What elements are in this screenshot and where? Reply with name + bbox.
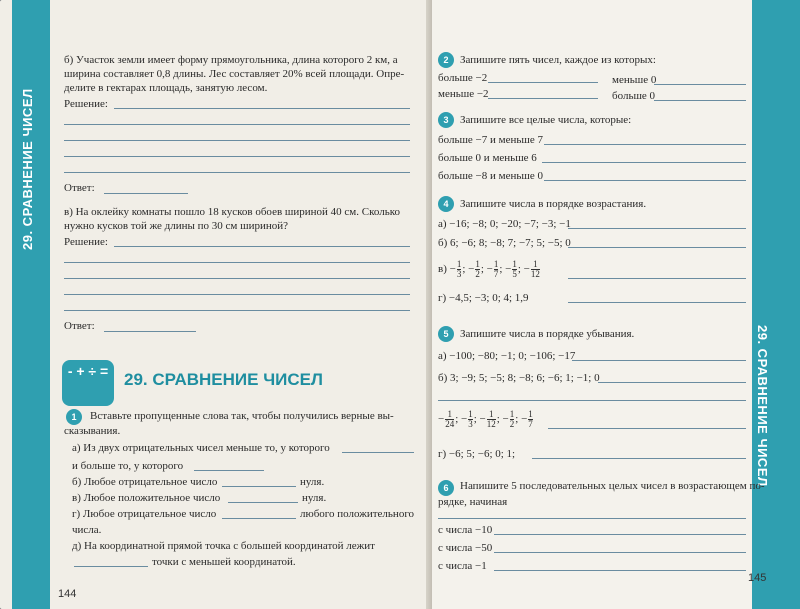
answer-line[interactable] xyxy=(568,247,746,248)
answer-line[interactable] xyxy=(64,294,410,295)
task2-title: Запишите пять чисел, каждое из которых: xyxy=(460,54,656,66)
task1-item-b: б) Любое отрицательное число xyxy=(72,476,218,488)
answer-line[interactable] xyxy=(568,228,746,229)
blank-field[interactable] xyxy=(194,470,264,471)
answer-line[interactable] xyxy=(104,331,196,332)
task1-item-a2: и больше то, у которого xyxy=(72,460,184,472)
task2-label-gt-minus2: больше −2 xyxy=(438,72,488,84)
blank-field[interactable] xyxy=(222,486,296,487)
task-number-badge: 4 xyxy=(438,196,454,212)
task5-row-b: б) 3; −9; 5; −5; 8; −8; 6; −6; 1; −1; 0 xyxy=(438,372,600,384)
answer-line[interactable] xyxy=(548,428,746,429)
answer-line[interactable] xyxy=(64,140,410,141)
task3-label-3: больше −8 и меньше 0 xyxy=(438,170,543,182)
answer-line[interactable] xyxy=(64,172,410,173)
math-operations-icon: - + ÷ = xyxy=(62,360,114,406)
task4-row-a: а) −16; −8; 0; −20; −7; −3; −1 xyxy=(438,218,571,230)
task2-label-gt-0: больше 0 xyxy=(612,90,656,102)
task6-title-line-2: рядке, начиная xyxy=(438,496,508,508)
answer-line[interactable] xyxy=(654,84,746,85)
blank-field[interactable] xyxy=(228,502,298,503)
task1-item-a: а) Из двух отрицательных чисел меньше то, у которого xyxy=(72,442,330,454)
right-side-strip xyxy=(752,0,800,609)
task2-label-lt-0: меньше 0 xyxy=(612,74,657,86)
answer-line[interactable] xyxy=(572,360,746,361)
task1-item-d: д) На координатной прямой точка с большей координатой лежит xyxy=(72,540,375,552)
answer-line[interactable] xyxy=(64,262,410,263)
problem-b-line-3: делите в гектарах площадь, занятую лесом. xyxy=(64,82,268,94)
problem-v-answer-label: Ответ: xyxy=(64,320,95,332)
answer-line[interactable] xyxy=(544,180,746,181)
answer-line[interactable] xyxy=(532,458,746,459)
answer-line[interactable] xyxy=(114,246,410,247)
answer-line[interactable] xyxy=(64,278,410,279)
task2-label-lt-minus2: меньше −2 xyxy=(438,88,489,100)
problem-b-line-2: ширина составляет 0,8 длины. Лес составляет 20% всей площади. Опре- xyxy=(64,68,405,80)
task-number-badge: 2 xyxy=(438,52,454,68)
problem-b-line-1: б) Участок земли имеет форму прямоугольника, длина которого 2 км, а xyxy=(64,54,398,66)
task1-item-d2: точки с меньшей координатой. xyxy=(152,556,296,568)
task6-label-2: с числа −50 xyxy=(438,542,493,554)
task1-item-g: г) Любое отрицательное число xyxy=(72,508,217,520)
task3-title: Запишите все целые числа, которые: xyxy=(460,114,632,126)
problem-b-answer-label: Ответ: xyxy=(64,182,95,194)
answer-line[interactable] xyxy=(598,382,746,383)
answer-line[interactable] xyxy=(544,144,746,145)
task1-title-line-2: сказывания. xyxy=(64,425,121,437)
answer-line[interactable] xyxy=(104,193,188,194)
answer-line[interactable] xyxy=(64,156,410,157)
task1-title-line-1: Вставьте пропущенные слова так, чтобы получились верные вы- xyxy=(90,410,394,422)
task-number-badge: 3 xyxy=(438,112,454,128)
task4-row-b: б) 6; −6; 8; −8; 7; −7; 5; −5; 0 xyxy=(438,237,571,249)
task4-row-v: в) − $\frac{1}{3}$ ; − $\frac{1}{2}$ ; − $\frac{1}{7}$ ; − $\frac{1}{5}$ ; − $\frac{1}{12}$ xyxy=(438,259,540,279)
task-number-badge: 5 xyxy=(438,326,454,342)
answer-line[interactable] xyxy=(438,518,746,519)
task4-title: Запишите числа в порядке возрастания. xyxy=(460,198,647,210)
task1-item-v-tail: нуля. xyxy=(302,492,327,504)
task5-row-v: − $\frac{1}{24}$ ; − $\frac{1}{3}$ ; − $\frac{1}{12}$ ; − $\frac{1}{2}$ ; − $\frac{1}{7}$ xyxy=(438,409,533,429)
right-page xyxy=(432,0,800,609)
left-side-title: 29. СРАВНЕНИЕ ЧИСЕЛ xyxy=(20,88,35,250)
answer-line[interactable] xyxy=(114,108,410,109)
task-number-badge: 1 xyxy=(66,409,82,425)
problem-v-line-2: нужно кусков той же длины по 30 см шириной? xyxy=(64,220,289,232)
fraction: $\frac{1}{3}$ xyxy=(456,259,462,279)
section-title: 29. СРАВНЕНИЕ ЧИСЕЛ xyxy=(124,370,323,389)
answer-line[interactable] xyxy=(64,310,410,311)
answer-line[interactable] xyxy=(438,400,746,401)
answer-line[interactable] xyxy=(542,162,746,163)
task5-row-a: а) −100; −80; −1; 0; −106; −17 xyxy=(438,350,576,362)
right-side-title: 29. СРАВНЕНИЕ ЧИСЕЛ xyxy=(755,325,770,487)
answer-line[interactable] xyxy=(568,302,746,303)
blank-field[interactable] xyxy=(74,566,148,567)
answer-line[interactable] xyxy=(494,570,746,571)
answer-line[interactable] xyxy=(488,98,598,99)
answer-line[interactable] xyxy=(494,534,746,535)
page-number: 145 xyxy=(748,572,767,584)
task1-item-v: в) Любое положительное число xyxy=(72,492,221,504)
answer-line[interactable] xyxy=(64,124,410,125)
task6-label-1: с числа −10 xyxy=(438,524,493,536)
answer-line[interactable] xyxy=(654,100,746,101)
page-number: 144 xyxy=(58,588,77,600)
task3-label-2: больше 0 и меньше 6 xyxy=(438,152,537,164)
task1-item-b-tail: нуля. xyxy=(300,476,325,488)
task1-item-g2: числа. xyxy=(72,524,102,536)
problem-v-line-1: в) На оклейку комнаты пошло 18 кусков обоев шириной 40 см. Сколько xyxy=(64,206,401,218)
answer-line[interactable] xyxy=(568,278,746,279)
task4-row-g: г) −4,5; −3; 0; 4; 1,9 xyxy=(438,292,529,304)
task-number-badge: 6 xyxy=(438,480,454,496)
task1-item-g-tail: любого положительного xyxy=(300,508,415,520)
problem-b-solution-label: Решение: xyxy=(64,98,108,110)
task6-title-line-1: Напишите 5 последовательных целых чисел в возрастающем по- xyxy=(460,480,765,492)
task3-label-1: больше −7 и меньше 7 xyxy=(438,134,543,146)
blank-field[interactable] xyxy=(222,518,296,519)
task6-label-3: с числа −1 xyxy=(438,560,487,572)
blank-field[interactable] xyxy=(342,452,414,453)
task5-title: Запишите числа в порядке убывания. xyxy=(460,328,635,340)
problem-v-solution-label: Решение: xyxy=(64,236,108,248)
answer-line[interactable] xyxy=(488,82,598,83)
task5-row-g: г) −6; 5; −6; 0; 1; xyxy=(438,448,516,460)
answer-line[interactable] xyxy=(494,552,746,553)
